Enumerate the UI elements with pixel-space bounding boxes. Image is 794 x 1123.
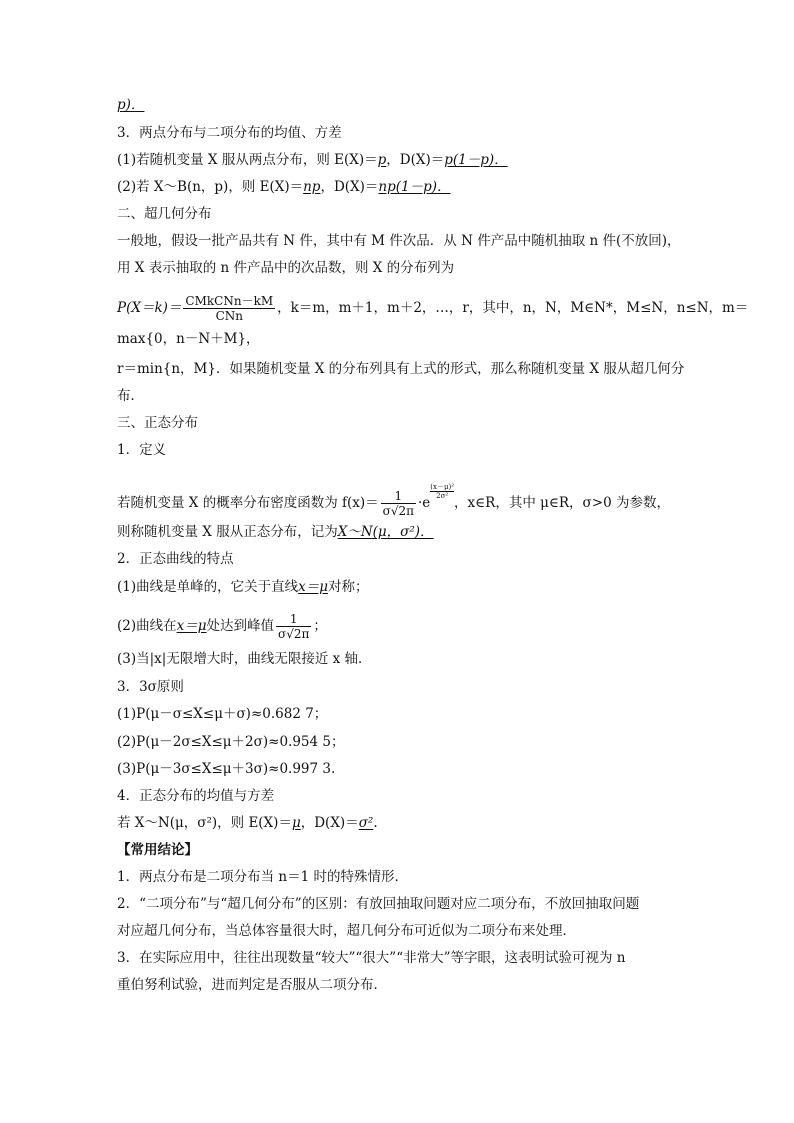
- text-span: 对称；: [328, 579, 369, 595]
- answer-blank: x＝μ: [298, 579, 329, 595]
- fraction-denominator: σ√2π: [278, 627, 310, 641]
- text-span: 则称随机变量 X 服从正态分布，记为: [117, 524, 338, 540]
- text-line: [117, 177, 684, 197]
- subsection-heading: 4．正态分布的均值与方差: [117, 788, 275, 804]
- peak-fraction: [276, 612, 311, 641]
- text-line: 3．在实际应用中，往往出现数量“较大”“很大”“非常大”等字眼，这表明试验可视为 n: [117, 950, 626, 966]
- fraction-numerator: 1: [276, 612, 311, 627]
- fraction-numerator: 1: [381, 489, 416, 504]
- text-span: ，k＝m，m＋1，m＋2，…，r，其中，n，N，M∈N*，M≤N，n≤N，m＝: [277, 300, 749, 316]
- text-span: ，x∈R，其中 μ∈R，σ>0 为参数，: [454, 495, 670, 511]
- text-line: 1．两点分布是二项分布当 n＝1 时的特殊情形．: [117, 869, 408, 885]
- text-span: .: [373, 815, 378, 831]
- text-span: (1)曲线是单峰的，它关于直线: [117, 579, 299, 595]
- subsection-heading: 1．定义: [117, 442, 167, 458]
- text-line: (3)当|x|无限增大时，曲线无限接近 x 轴．: [117, 651, 372, 667]
- text-span: (2)曲线在: [117, 618, 177, 634]
- text-span: ·e: [418, 495, 431, 511]
- formula-line: [117, 294, 749, 323]
- exponent-numerator: (x－μ)²: [430, 483, 455, 491]
- text-line: [117, 150, 684, 170]
- text-line: 布．: [117, 388, 144, 404]
- density-fraction: [381, 489, 416, 518]
- answer-blank: np(1－p)．: [378, 179, 451, 195]
- answer-blank: σ²: [358, 815, 374, 831]
- answer-blank: p: [377, 152, 387, 168]
- section-heading: 3．两点分布与二项分布的均值、方差: [117, 125, 342, 141]
- text-line: r＝min{n，M}．如果随机变量 X 的分布列具有上式的形式，那么称随机变量 X 服从超几何分: [117, 361, 685, 377]
- text-span: P(X＝k)＝: [117, 300, 182, 316]
- subsection-heading: 2．正态曲线的特点: [117, 551, 234, 567]
- text-span: 若随机变量 X 的概率分布密度函数为 f(x)＝: [117, 495, 379, 511]
- text-line: 重伯努利试验，进而判定是否服从二项分布．: [117, 977, 387, 993]
- exponent-fraction: [430, 483, 454, 500]
- answer-blank: p(1－p)．: [444, 152, 508, 168]
- fraction-denominator: CNn: [215, 309, 243, 323]
- formula-line: [117, 612, 684, 641]
- answer-blank: x＝μ: [176, 618, 207, 634]
- text-span: ，D(X)＝: [320, 179, 379, 195]
- text-line: p)．: [117, 97, 145, 113]
- text-span: (2)若 X～B(n，p)，则 E(X)＝: [117, 179, 304, 195]
- answer-blank: X～N(μ，σ²)．: [337, 524, 434, 540]
- text-span: ；: [313, 618, 327, 634]
- formula-line: [117, 483, 684, 518]
- exponent-denominator: 2σ²: [436, 492, 449, 500]
- text-span: ，D(X)＝: [300, 815, 359, 831]
- subsection-heading: 3．3σ原则: [117, 679, 184, 695]
- text-line: [117, 813, 684, 833]
- text-span: 处达到峰值: [206, 618, 275, 634]
- text-line: 用 X 表示抽取的 n 件产品中的次品数，则 X 的分布列为: [117, 260, 455, 276]
- text-line: [117, 577, 684, 597]
- fraction-denominator: σ√2π: [382, 504, 414, 518]
- fraction-numerator: CMkCNn－kM: [185, 294, 274, 308]
- hypergeometric-fraction: [183, 294, 275, 323]
- text-line: 一般地，假设一批产品共有 N 件，其中有 M 件次品．从 N 件产品中随机抽取 n 件(不放回)，: [117, 233, 681, 249]
- text-span: (1)若随机变量 X 服从两点分布，则 E(X)＝: [117, 152, 378, 168]
- answer-blank: μ: [291, 815, 301, 831]
- text-line: max{0，n－N＋M}，: [117, 331, 260, 347]
- text-span: 若 X～N(μ，σ²)，则 E(X)＝: [117, 815, 292, 831]
- text-line: 2．“二项分布”与“超几何分布”的区别：有放回抽取问题对应二项分布，不放回抽取问题: [117, 896, 640, 912]
- section-heading: 三、正态分布: [117, 415, 198, 431]
- text-line: (1)P(μ－σ≤X≤μ＋σ)≈0.682 7；: [117, 706, 328, 722]
- section-heading: 二、超几何分布: [117, 206, 212, 222]
- text-line: [117, 522, 684, 542]
- text-span: ，D(X)＝: [386, 152, 445, 168]
- answer-blank: np: [303, 179, 321, 195]
- text-line: 对应超几何分布，当总体容量很大时，超几何分布可近似为二项分布来处理．: [117, 923, 576, 939]
- conclusion-heading: 【常用结论】: [117, 842, 198, 858]
- text-line: (2)P(μ－2σ≤X≤μ＋2σ)≈0.954 5；: [117, 734, 345, 750]
- text-line: (3)P(μ－3σ≤X≤μ＋3σ)≈0.997 3.: [117, 761, 336, 777]
